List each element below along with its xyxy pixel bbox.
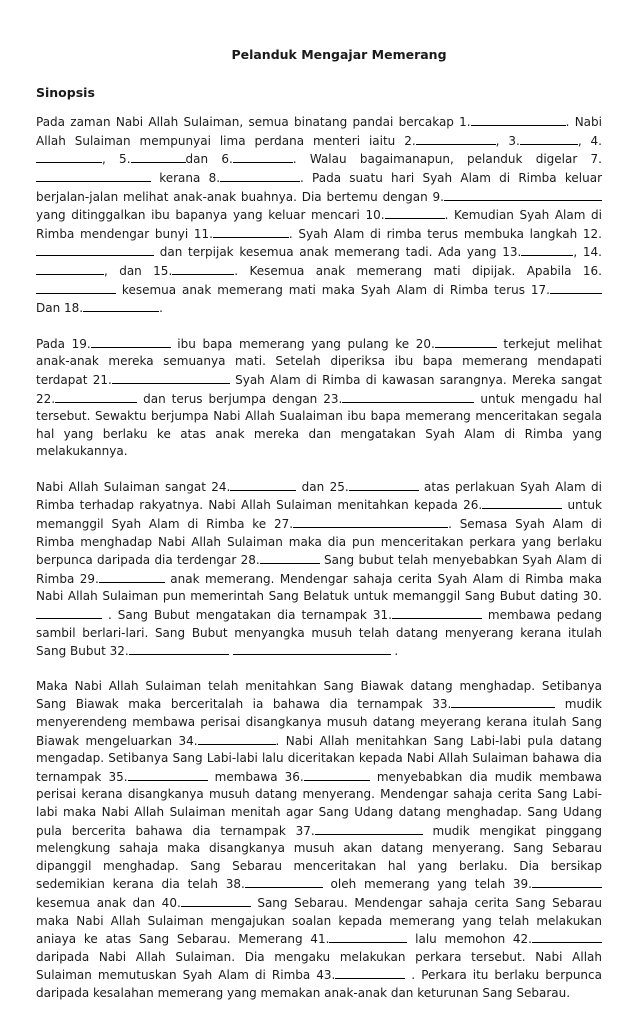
answer-blank[interactable] [532, 930, 602, 943]
paragraph-text: . [390, 644, 399, 659]
paragraph-text: kesemua anak dan 40. [36, 895, 181, 910]
paragraph-text: , 14. [573, 245, 602, 260]
answer-blank[interactable] [55, 390, 137, 403]
answer-blank[interactable] [213, 225, 289, 238]
answer-blank[interactable] [233, 150, 293, 163]
paragraph-text: anak memerang. Mendengar sahaja cerita Syah Alam di Rimba maka Nabi Allah Sulaiman pun memerintah Sang Belatuk untuk memanggil Sang Bubut dating 30. [36, 571, 603, 604]
paragraph-text: dan 25. [296, 479, 349, 494]
paragraph-text: . Syah Alam di rimba terus membuka langkah 12. [288, 226, 602, 241]
paragraph-text: atas perlakuan Syah Alam di Rimba terhadap rakyatnya. Nabi Allah Sulaiman menitahkan kepada 26. [36, 479, 602, 513]
answer-blank[interactable] [36, 262, 104, 275]
answer-blank[interactable] [129, 642, 229, 655]
answer-blank[interactable] [36, 606, 102, 619]
worksheet-page [36, 46, 602, 1020]
paragraph-text: Pada 19. [36, 336, 91, 351]
answer-blank[interactable] [260, 551, 320, 564]
paragraph [36, 113, 602, 318]
paragraph-text: oleh memerang yang telah 39. [322, 877, 532, 892]
paragraph-text: ibu bapa memerang yang pulang ke 20. [170, 336, 435, 351]
answer-blank[interactable] [550, 281, 602, 294]
paragraph-text: terkejut melihat anak-anak mereka semuanya mati. Setelah diperiksa ibu bapa memerang mendapati terdapat 21. [36, 336, 602, 387]
answer-blank[interactable] [444, 188, 602, 201]
paragraph-text: . Nabi Allah menitahkan Sang Labi-labi pula datang mengadap. Setibanya Sang Labi-labi lalu diceritakan kepada Nabi Allah Sulaiman bahawa dia ternampak 35. [36, 733, 602, 784]
answer-blank[interactable] [392, 606, 482, 619]
paragraph-text: dan 6. [185, 152, 233, 167]
answer-blank[interactable] [329, 930, 407, 943]
paragraph-text: Maka Nabi Allah Sulaiman telah menitahkan Sang Biawak datang menghadap. Setibanya Sang Biawak maka berceritalah ia bahawa dia ternampak 33. [36, 678, 602, 712]
synopsis-body [36, 113, 602, 1002]
paragraph-text: , dan 15. [104, 263, 173, 278]
answer-blank[interactable] [451, 695, 555, 708]
answer-blank[interactable] [482, 496, 562, 509]
paragraph-text: Pada zaman Nabi Allah Sulaiman, semua binatang pandai bercakap 1. [36, 115, 471, 130]
paragraph-text: . Pada suatu hari Syah Alam di Rimba keluar berjalan-jalan melihat anak-anak buahnya. Dia bertemu dengan 9. [36, 170, 602, 204]
answer-blank[interactable] [36, 169, 151, 182]
answer-blank[interactable] [435, 335, 497, 348]
paragraph-text: dan terus berjumpa dengan 23. [137, 391, 343, 406]
paragraph-text: kesemua anak memerang mati maka Syah Alam di Rimba terus 17. [116, 282, 550, 297]
answer-blank[interactable] [532, 875, 602, 888]
answer-blank[interactable] [220, 169, 300, 182]
paragraph-text: yang ditinggalkan ibu bapanya yang keluar mencari 10. [36, 208, 385, 223]
answer-blank[interactable] [198, 732, 276, 745]
answer-blank[interactable] [36, 243, 154, 256]
answer-blank[interactable] [245, 875, 323, 888]
paragraph-text: untuk mengadu hal tersebut. Sewaktu berjumpa Nabi Allah Sualaiman ibu bapa memerang menceritakan segala hal yang berlaku ke atas anak mereka dan mengatakan Syah Alam di Rimba yang melakukannya. [36, 391, 602, 459]
paragraph-text: Dan 18. [36, 301, 84, 316]
paragraph-text: mudik mengikat pinggang melengkung sahaja maka disangkanya musuh akan datang menyerang. Sang Sebarau dipanggil menghadap. Sang Sebarau menceritakan hal yang berlaku. Dia bersikap sedemikian kerana dia telah 38. [36, 823, 603, 892]
answer-blank[interactable] [131, 150, 186, 163]
paragraph-text: dan terpijak kesemua anak memerang tadi. Ada yang 13. [154, 245, 522, 260]
answer-blank[interactable] [172, 262, 234, 275]
paragraph-text: . Kemudian Syah Alam di Rimba mendengar bunyi 11. [36, 208, 602, 241]
answer-blank[interactable] [91, 335, 171, 348]
paragraph-text: . Walau bagaimanapun, pelanduk digelar 7. [292, 152, 602, 167]
paragraph-text: . [159, 301, 163, 316]
answer-blank[interactable] [471, 113, 566, 126]
answer-blank[interactable] [304, 768, 370, 781]
paragraph-text: Syah Alam di Rimba di kawasan sarangnya. Mereka sangat 22. [36, 372, 603, 406]
answer-blank[interactable] [520, 132, 578, 145]
paragraph-text: , 3. [495, 133, 520, 148]
answer-blank[interactable] [315, 822, 423, 835]
answer-blank[interactable] [36, 281, 116, 294]
answer-blank[interactable] [128, 768, 208, 781]
paragraph-text: . Perkara itu berlaku berpunca daripada kesalahan memerang yang memakan anak-anak dan keturunan Sang Sebarau. [36, 968, 602, 1000]
paragraph-text: membawa 36. [207, 769, 304, 784]
paragraph [36, 678, 602, 1003]
answer-blank[interactable] [349, 478, 419, 491]
paragraph [36, 335, 602, 461]
paragraph-text: . Nabi Allah Sulaiman mempunyai lima perdana menteri iaitu 2. [36, 115, 602, 148]
answer-blank[interactable] [83, 299, 159, 312]
answer-blank[interactable] [416, 132, 496, 145]
answer-blank[interactable] [521, 243, 573, 256]
paragraph-text: kerana 8. [151, 170, 221, 185]
paragraph-text: Nabi Allah Sulaiman sangat 24. [36, 479, 231, 494]
answer-blank[interactable] [293, 515, 448, 528]
paragraph-text: mudik menyerendeng membawa perisai disangkanya musuh datang meyerang kerana itulah Sang Biawak mengeluarkan 34. [36, 697, 603, 748]
paragraph-text: , 5. [102, 152, 131, 167]
paragraph-text: . Sang Bubut mengatakan dia ternampak 31. [102, 608, 392, 623]
paragraph-text: Sang bubut telah menyebabkan Syah Alam di Rimba 29. [36, 553, 603, 586]
answer-blank[interactable] [342, 390, 474, 403]
paragraph-text: . Kesemua anak memerang mati dipijak. Apabila 16. [234, 263, 602, 278]
paragraph-text: Sang Sebarau. Mendengar sahaja cerita Sang Sebarau maka Nabi Allah Sulaiman mengajukan soalan kepada memerang yang telah melakukan aniaya ke atas Sang Sebarau. Memerang 41. [36, 895, 602, 947]
answer-blank[interactable] [36, 150, 102, 163]
paragraph-text: daripada Nabi Allah Sulaiman. Dia mengaku melakukan perkara tersebut. Nabi Allah Sulaiman memutuskan Syah Alam di Rimba 43. [36, 949, 602, 983]
paragraph-text: membawa pedang sambil berlari-lari. Sang Bubut menyangka musuh telah datang menyerang kerana itulah Sang Bubut 32. [36, 608, 602, 659]
answer-blank[interactable] [112, 371, 230, 384]
paragraph-text: lalu memohon 42. [407, 932, 532, 947]
answer-blank[interactable] [181, 894, 251, 907]
document-title: Pelanduk Mengajar Memerang [231, 47, 447, 62]
paragraph [36, 478, 602, 661]
answer-blank[interactable] [335, 966, 405, 979]
section-heading: Sinopsis [36, 84, 95, 100]
answer-blank[interactable] [385, 206, 445, 219]
answer-blank[interactable] [99, 570, 165, 583]
answer-blank[interactable] [230, 478, 296, 491]
paragraph-text: menyebabkan dia mudik membawa perisai kerana disangkanya musuh datang menyerang. Mendengar sahaja cerita Sang Labi-labi maka Nabi Allah Sulaiman menitah agar Sang Udang datang menghadap. Sang Udang pula bercerita bahawa dia ternampak 37. [36, 769, 602, 838]
paragraph-text: . Semasa Syah Alam di Rimba menghadap Nabi Allah Sulaiman maka dia pun menceritakan perkara yang berlaku berpunca daripada dia terdengar 28. [36, 517, 603, 568]
answer-blank[interactable] [233, 642, 391, 655]
paragraph-text: untuk memanggil Syah Alam di Rimba ke 27. [36, 498, 602, 532]
paragraph-text: , 4. [577, 133, 602, 148]
